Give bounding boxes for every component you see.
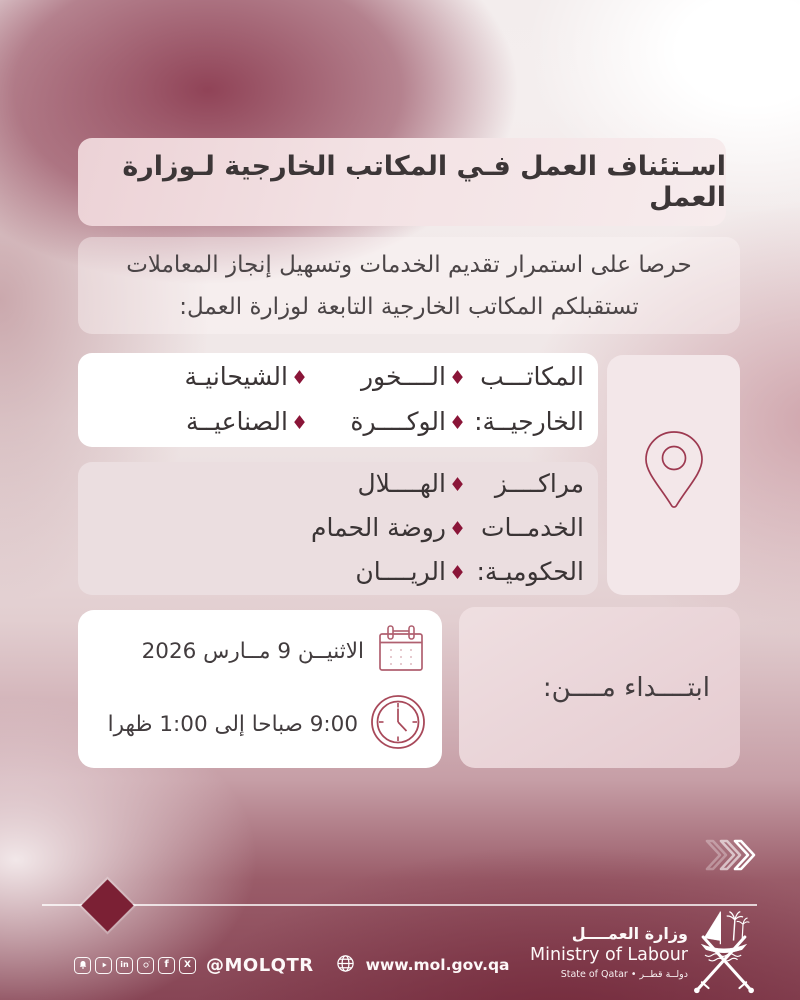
centers-label-line-2: الخدمــات — [480, 513, 584, 542]
diamond-bullet-icon — [449, 562, 466, 584]
intro-panel — [78, 237, 740, 334]
divider-line — [42, 904, 757, 906]
center-item: ♦ الريــــان — [92, 551, 466, 594]
center-item: ♦ روضة الحمام — [92, 507, 466, 550]
facebook-icon[interactable] — [158, 957, 175, 974]
location-pin-icon — [641, 428, 707, 522]
ministry-name-arabic: وزارة العمــــل — [571, 924, 688, 943]
center-item: ♦ الهــــلال — [92, 463, 466, 506]
time-row — [88, 694, 426, 754]
page-title: اسـتئناف العمل فـي المكاتب الخارجية لـوزارة العمل — [122, 151, 726, 213]
centers-label-line-1: مراكــــز — [494, 469, 584, 498]
instagram-icon[interactable] — [137, 957, 154, 974]
x-twitter-icon[interactable] — [179, 957, 196, 974]
youtube-icon[interactable] — [95, 957, 112, 974]
divider-diamond — [81, 879, 133, 931]
starting-from-label: ابتــــداء مــــن: — [542, 672, 710, 703]
office-item: ♦ الصناعيــة — [92, 401, 308, 444]
qatar-emblem-icon — [692, 908, 756, 998]
external-offices-panel — [78, 353, 598, 447]
offices-label-line-2: الخارجيــة: — [474, 407, 584, 436]
title-banner — [78, 138, 726, 226]
diamond-bullet-icon — [291, 412, 308, 434]
centers-label-line-3: الحكوميـة: — [476, 557, 584, 586]
diamond-bullet-icon — [449, 518, 466, 540]
intro-line-1: حرصا على استمرار تقديم الخدمات وتسهيل إنجاز المعاملات — [126, 251, 692, 278]
diamond-bullet-icon — [449, 367, 466, 389]
ministry-name-english: Ministry of Labour — [529, 945, 688, 965]
starting-from-panel — [459, 607, 740, 768]
office-item: ♦ الوكــــرة — [308, 401, 466, 444]
calendar-icon — [376, 624, 426, 678]
social-handle[interactable]: @MOLQTR — [206, 954, 314, 976]
working-hours: 9:00 صباحا إلى 1:00 ظهرا — [107, 711, 358, 737]
diamond-bullet-icon — [291, 367, 308, 389]
office-item: ♦ الــــخور — [308, 356, 466, 399]
bell-icon[interactable] — [74, 957, 91, 974]
clock-icon — [370, 694, 426, 754]
diamond-bullet-icon — [449, 412, 466, 434]
date-row — [88, 624, 426, 678]
intro-line-2: تستقبلكم المكاتب الخارجية التابعة لوزارة العمل: — [179, 293, 639, 320]
ministry-subtitle: State of Qatar • دولــة قطــر — [560, 968, 688, 980]
service-centers-panel — [78, 462, 598, 595]
schedule-panel — [78, 610, 442, 768]
globe-icon — [336, 954, 355, 977]
chevrons-right-icon — [704, 836, 758, 878]
offices-label-line-1: المكاتـــب — [480, 362, 584, 391]
ministry-logo-text — [520, 926, 688, 979]
location-panel — [607, 355, 740, 595]
social-bar — [74, 951, 510, 979]
diamond-bullet-icon — [449, 474, 466, 496]
linkedin-icon[interactable] — [116, 957, 133, 974]
office-item: ♦ الشيحانيـة — [92, 356, 308, 399]
start-date: الاثنيــن 9 مــارس 2026 — [141, 638, 364, 664]
website-url[interactable]: www.mol.gov.qa — [365, 956, 510, 974]
